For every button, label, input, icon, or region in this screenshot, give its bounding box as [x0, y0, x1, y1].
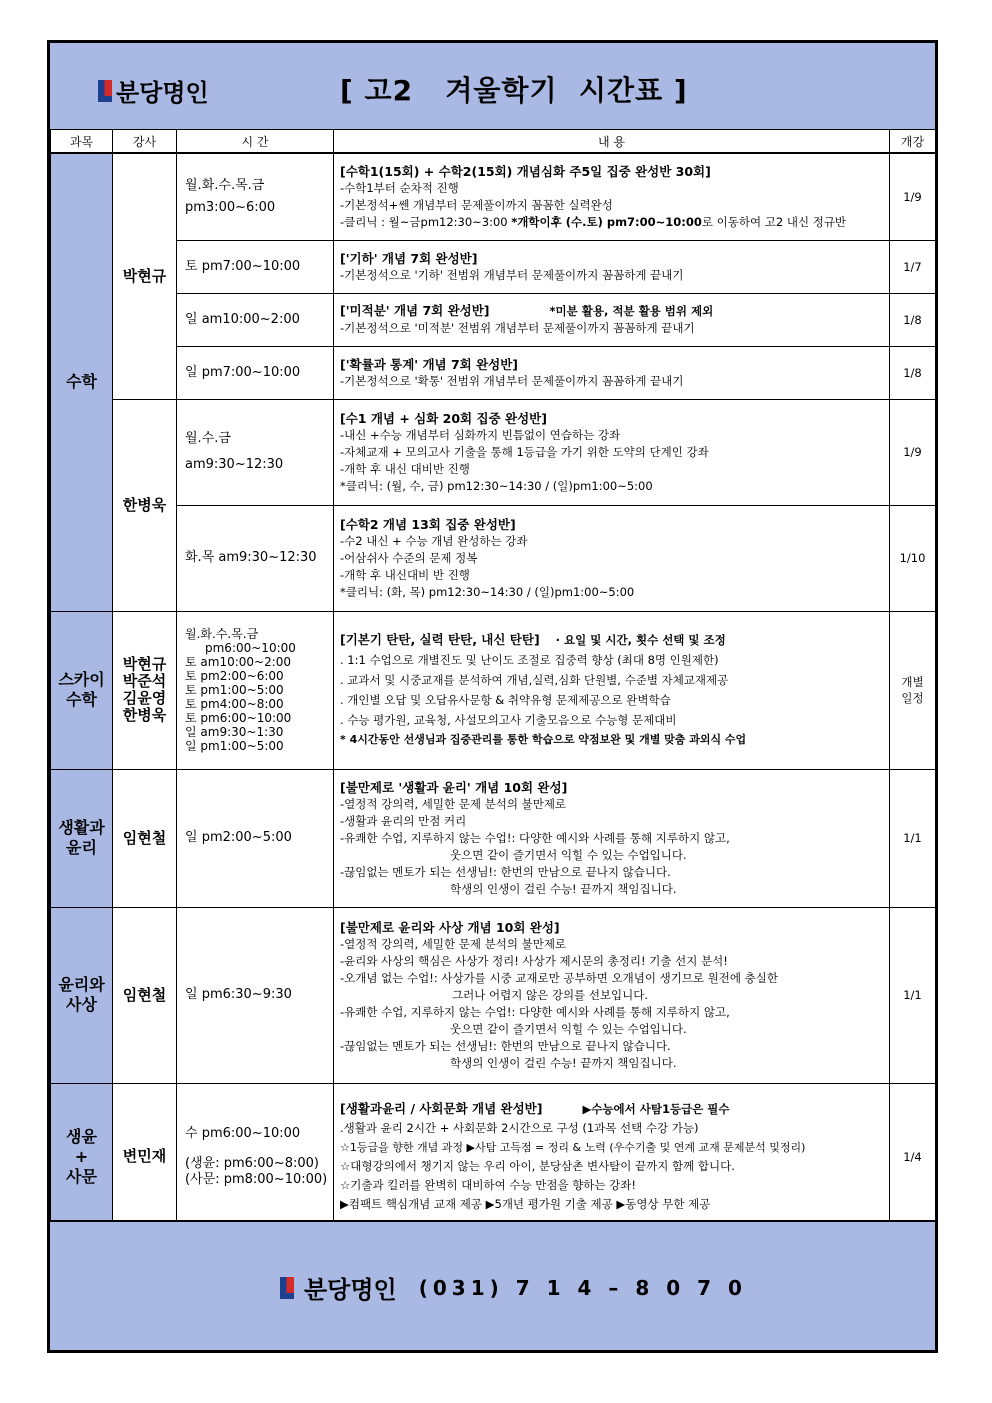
content-line: .생활과 윤리 2시간 + 사회문화 2시간으로 구성 (1과목 선택 수강 가능): [340, 1121, 699, 1135]
content-line: [340, 214, 883, 231]
content-line: -열정적 강의력, 세밀한 문제 분석의 불만제로: [340, 796, 567, 811]
teacher-name: 박현규: [122, 655, 167, 673]
subject-line: 스카이: [58, 670, 105, 689]
time-line: 일 am9:30~1:30: [185, 725, 284, 739]
time-line: 토 am10:00~2:00: [185, 655, 292, 669]
table-row: [51, 611, 936, 769]
content-line: 그러나 어렵지 않은 강의를 선보입니다.: [452, 987, 649, 1002]
content-line: -개학 후 내신대비 반 진행: [340, 567, 470, 582]
table-row: [51, 153, 936, 240]
table-row: [51, 769, 936, 907]
course-title: [수학1(15회) + 수학2(15회) 개념심화 주5일 집중 완성반 30회]: [340, 163, 711, 179]
time-line: 일 pm1:00~5:00: [185, 739, 284, 753]
content-line: -끊임없는 멘토가 되는 선생님!: 한번의 만남으로 끝나지 않습니다.: [340, 1038, 671, 1053]
time-days: 월.화.수.목.금: [185, 177, 265, 193]
time-line: 토 pm6:00~10:00: [185, 711, 292, 725]
time-hours: pm3:00~6:00: [185, 199, 276, 215]
open-line: 일정: [901, 691, 924, 705]
open-date: 1/9: [890, 153, 936, 240]
open-date: 1/7: [890, 240, 936, 293]
content-line: ☆기출과 킬러를 완벽히 대비하여 수능 만점을 향하는 강좌!: [340, 1178, 637, 1192]
content-cell: [334, 153, 890, 240]
course-title: [수학2 개념 13회 집중 완성반]: [340, 516, 516, 532]
clinic-tail: 로 이동하여 고2 내신 정규반: [701, 214, 847, 229]
content-cell: [334, 346, 890, 399]
table-row: [51, 346, 936, 399]
col-open: 개강: [890, 130, 936, 154]
time-cell: [177, 153, 334, 240]
header-band: [50, 43, 935, 131]
subject-ethics-thought: [51, 907, 113, 1083]
subject-sky-math: [51, 611, 113, 769]
content-line: -기본정석으로 '확통' 전범위 개념부터 문제풀이까지 꼼꼼하게 끝내기: [340, 373, 684, 388]
content-line: -내신 +수능 개념부터 심화까지 빈틈없이 연습하는 강좌: [340, 427, 621, 442]
teacher-name: 한병욱: [122, 706, 167, 724]
content-line: ▶컴팩트 핵심개념 교재 제공 ▶5개년 평가원 기출 제공 ▶동영상 무한 제공: [340, 1197, 711, 1211]
teacher-list: [113, 611, 177, 769]
brand-logo-icon: [280, 1277, 294, 1299]
content-line: 웃으면 같이 즐기면서 익힐 수 있는 수업입니다.: [450, 847, 687, 862]
col-teacher: 강사: [113, 130, 177, 154]
brand-logo-icon: [98, 80, 112, 102]
col-content: 내 용: [334, 130, 890, 154]
clinic-bold: *개학이후 (수.토) pm7:00~10:00: [511, 214, 702, 229]
time-cell: [177, 611, 334, 769]
open-line: 개별: [901, 675, 924, 689]
content-cell: [334, 399, 890, 505]
col-subject: 과목: [51, 130, 113, 154]
content-cell: [334, 769, 890, 907]
teacher-han: 한병욱: [113, 399, 177, 611]
footer-phone: (031) 7 1 4 – 8 0 7 0: [418, 1275, 747, 1300]
time-line: (사문: pm8:00~10:00): [185, 1171, 328, 1187]
course-note: · 요일 및 시간, 횟수 선택 및 조정: [555, 633, 726, 647]
col-time: 시 간: [177, 130, 334, 154]
content-cell: [334, 611, 890, 769]
content-line: 학생의 인생이 걸린 수능! 끝까지 책임집니다.: [450, 881, 677, 896]
open-date: 1/4: [890, 1083, 936, 1230]
content-cell: [334, 1083, 890, 1230]
content-line: -기본정석+쎈 개념부터 문제풀이까지 꼼꼼한 실력완성: [340, 197, 613, 212]
course-title: [불만제로 윤리와 사상 개념 10회 완성]: [340, 919, 560, 935]
course-title: ['기하' 개념 7회 완성반]: [340, 250, 478, 266]
subject-math: 수학: [51, 153, 113, 611]
timetable: [50, 129, 936, 1231]
clinic-text: -클리닉 : 월~금pm12:30~3:00: [340, 214, 512, 229]
teacher-name: 박준석: [122, 672, 167, 690]
content-line: -기본정석으로 '미적분' 전범위 개념부터 문제풀이까지 꼼꼼하게 끝내기: [340, 321, 695, 335]
table-row: [51, 1083, 936, 1230]
time-cell: 일 pm6:30~9:30: [177, 907, 334, 1083]
subject-line: 윤리와: [58, 975, 105, 994]
header-logo: [98, 73, 209, 108]
time-line: pm6:00~10:00: [205, 641, 296, 655]
table-row: [51, 293, 936, 346]
content-line: -유쾌한 수업, 지루하지 않는 수업!: 다양한 예시와 사례를 통해 지루하지 않고,: [340, 830, 730, 845]
teacher-lim: 임현철: [113, 907, 177, 1083]
table-row: [51, 907, 936, 1083]
time-cell: 일 pm2:00~5:00: [177, 769, 334, 907]
time-line: 월.화.수.목.금: [185, 627, 259, 641]
content-line: -오개념 없는 수업!: 사상가를 시중 교재로만 공부하면 오개념이 생기므로 원전에 충실한: [340, 970, 779, 985]
subject-line: 사상: [66, 995, 97, 1014]
content-line: 학생의 인생이 걸린 수능! 끝까지 책임집니다.: [450, 1055, 677, 1070]
teacher-park: 박현규: [113, 153, 177, 399]
timetable-frame: [47, 40, 938, 1353]
content-cell: [334, 240, 890, 293]
open-date: 1/1: [890, 769, 936, 907]
content-line: -윤리와 사상의 핵심은 사상가 정리! 사상가 제시문의 총정리! 기출 선지 분석!: [340, 953, 728, 968]
course-title: [기본기 탄탄, 실력 탄탄, 내신 탄탄]: [340, 632, 540, 647]
course-title: [생활과윤리 / 사회문화 개념 완성반]: [340, 1101, 543, 1116]
subject-line: 사문: [66, 1166, 97, 1186]
subject-line: +: [74, 1146, 89, 1166]
course-title: [수1 개념 + 심화 20회 집중 완성반]: [340, 410, 547, 426]
content-line: -수학1부터 순차적 진행: [340, 180, 459, 195]
time-line: 토 pm4:00~8:00: [185, 697, 284, 711]
content-cell: [334, 505, 890, 611]
content-line: -자체교재 + 모의고사 기출을 통해 1등급을 가기 위한 도약의 단계인 강좌: [340, 444, 709, 459]
content-line: * 4시간동안 선생님과 집중관리를 통한 학습으로 약점보완 및 개별 맞춤 과외식 수업: [340, 733, 747, 746]
subject-ethics: [51, 769, 113, 907]
footer-band: [50, 1220, 935, 1350]
subject-line: 생활과: [58, 818, 105, 837]
open-date: [890, 611, 936, 769]
course-note: ▶수능에서 사탐1등급은 필수: [582, 1102, 730, 1116]
teacher-name: 김윤영: [122, 689, 167, 707]
time-line: 토 pm2:00~6:00: [185, 669, 284, 683]
time-hours: am9:30~12:30: [185, 457, 284, 472]
content-line: . 개인별 오답 및 오답유사문항 & 취약유형 문제제공으로 완벽학습: [340, 693, 671, 707]
time-cell: 화.목 am9:30~12:30: [177, 505, 334, 611]
subject-line: 수학: [66, 690, 97, 709]
teacher-byun: 변민재: [113, 1083, 177, 1230]
content-line: *클리닉: (월, 수, 금) pm12:30~14:30 / (일)pm1:00~5:00: [340, 478, 653, 493]
time-cell: 토 pm7:00~10:00: [177, 240, 334, 293]
open-date: 1/8: [890, 293, 936, 346]
page-title: [ 고2 겨울학기 시간표 ]: [340, 74, 688, 107]
content-line: -기본정석으로 '기하' 전범위 개념부터 문제풀이까지 꼼꼼하게 끝내기: [340, 267, 684, 282]
course-title: ['확률과 통계' 개념 7회 완성반]: [340, 356, 519, 372]
time-line: (생윤: pm6:00~8:00): [185, 1155, 319, 1171]
content-line: -끊임없는 멘토가 되는 선생님!: 한번의 만남으로 끝나지 않습니다.: [340, 864, 671, 879]
content-line: . 1:1 수업으로 개별진도 및 난이도 조절로 집중력 향상 (최대 8명 인원제한): [340, 653, 719, 667]
table-row: [51, 240, 936, 293]
time-cell: 일 pm7:00~10:00: [177, 346, 334, 399]
content-line: *클리닉: (화, 목) pm12:30~14:30 / (일)pm1:00~5:00: [340, 584, 635, 599]
content-line: -개학 후 내신 대비반 진행: [340, 461, 470, 476]
content-line: ☆대형강의에서 챙기지 않는 우리 아이, 분당삼촌 변사탐이 끝까지 함께 합니다.: [340, 1159, 735, 1173]
teacher-lim: 임현철: [113, 769, 177, 907]
subject-social: [51, 1083, 113, 1230]
course-note: *미분 활용, 적분 활용 범위 제외: [549, 304, 714, 318]
content-line: -생활과 윤리의 만점 커리: [340, 813, 467, 828]
column-header-row: [51, 130, 936, 154]
table-row: [51, 399, 936, 505]
time-line: 수 pm6:00~10:00: [185, 1125, 301, 1141]
footer-contact: [280, 1270, 747, 1305]
content-cell: [334, 293, 890, 346]
open-date: 1/8: [890, 346, 936, 399]
content-line: ☆1등급을 향한 개념 과정 ▶사탐 고득점 = 정리 & 노력 (우수기출 및 연계 교재 문제분석 및정리): [340, 1141, 806, 1154]
content-cell: [334, 907, 890, 1083]
open-date: 1/10: [890, 505, 936, 611]
time-line: 토 pm1:00~5:00: [185, 683, 284, 697]
open-date: 1/1: [890, 907, 936, 1083]
time-cell: [177, 1083, 334, 1230]
content-line: -어삼쉬사 수준의 문제 정복: [340, 550, 478, 565]
content-line: -열정적 강의력, 세밀한 문제 분석의 불만제로: [340, 936, 567, 951]
content-line: -유쾌한 수업, 지루하지 않는 수업!: 다양한 예시와 사례를 통해 지루하지 않고,: [340, 1004, 730, 1019]
time-cell: 일 am10:00~2:00: [177, 293, 334, 346]
subject-line: 생윤: [66, 1126, 97, 1146]
header-brand: 분당명인: [116, 79, 209, 107]
content-line: 웃으면 같이 즐기면서 익힐 수 있는 수업입니다.: [450, 1021, 687, 1036]
content-line: -수2 내신 + 수능 개념 완성하는 강좌: [340, 533, 528, 548]
table-row: [51, 505, 936, 611]
open-date: 1/9: [890, 399, 936, 505]
course-title: [불만제로 '생활과 윤리' 개념 10회 완성]: [340, 779, 568, 795]
time-cell: [177, 399, 334, 505]
footer-brand: 분당명인: [304, 1276, 397, 1304]
content-line: . 수능 평가원, 교육청, 사설모의고사 기출모음으로 수능형 문제대비: [340, 713, 677, 727]
subject-line: 윤리: [66, 838, 97, 857]
course-title: ['미적분' 개념 7회 완성반]: [340, 303, 490, 318]
time-days: 월.수.금: [185, 431, 231, 446]
content-line: . 교과서 및 시중교재를 분석하여 개념,실력,심화 단원별, 수준별 자체교재제공: [340, 673, 729, 687]
